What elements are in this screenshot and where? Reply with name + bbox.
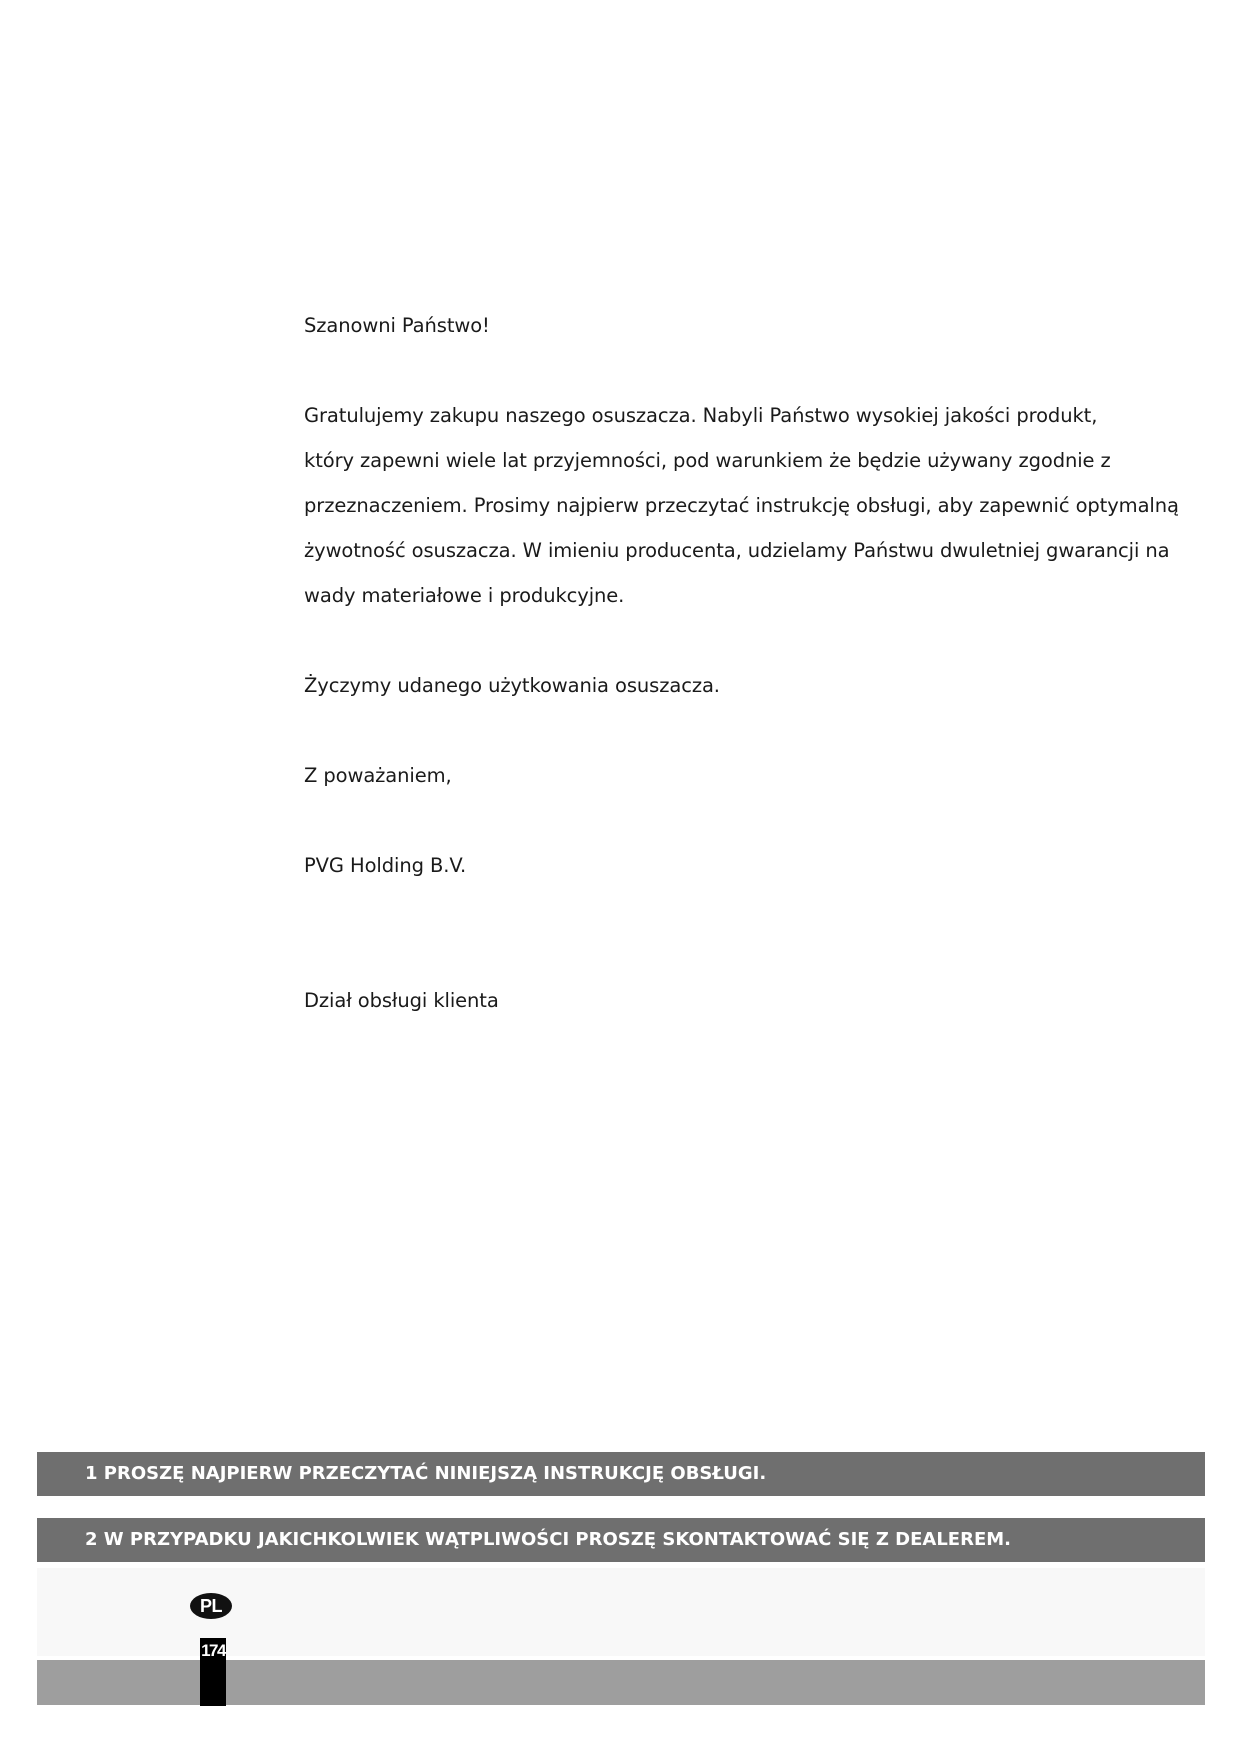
body-line: Gratulujemy zakupu naszego osuszacza. Nabyli Państwo wysokiej jakości produkt,	[304, 404, 1098, 427]
body-line: przeznaczeniem. Prosimy najpierw przeczytać instrukcję obsługi, aby zapewnić optymalną	[304, 494, 1179, 517]
notice-bar-2: 2 W PRZYPADKU JAKICHKOLWIEK WĄTPLIWOŚCI PROSZĘ SKONTAKTOWAĆ SIĘ Z DEALEREM.	[37, 1518, 1205, 1562]
company-name: PVG Holding B.V.	[304, 854, 467, 877]
department-name: Dział obsługi klienta	[304, 989, 499, 1012]
body-line: który zapewni wiele lat przyjemności, pod warunkiem że będzie używany zgodnie z	[304, 449, 1111, 472]
language-badge: PL	[190, 1593, 232, 1619]
closing-line: Z poważaniem,	[304, 764, 452, 787]
notice-bar-1: 1 PROSZĘ NAJPIERW PRZECZYTAĆ NINIEJSZĄ INSTRUKCJĘ OBSŁUGI.	[37, 1452, 1205, 1496]
body-line: wady materiałowe i produkcyjne.	[304, 584, 625, 607]
wish-line: Życzymy udanego użytkowania osuszacza.	[304, 674, 720, 697]
page-number: 174	[201, 1641, 225, 1660]
body-line: żywotność osuszacza. W imieniu producenta, udzielamy Państwu dwuletniej gwarancji na	[304, 539, 1170, 562]
salutation: Szanowni Państwo!	[304, 314, 490, 337]
